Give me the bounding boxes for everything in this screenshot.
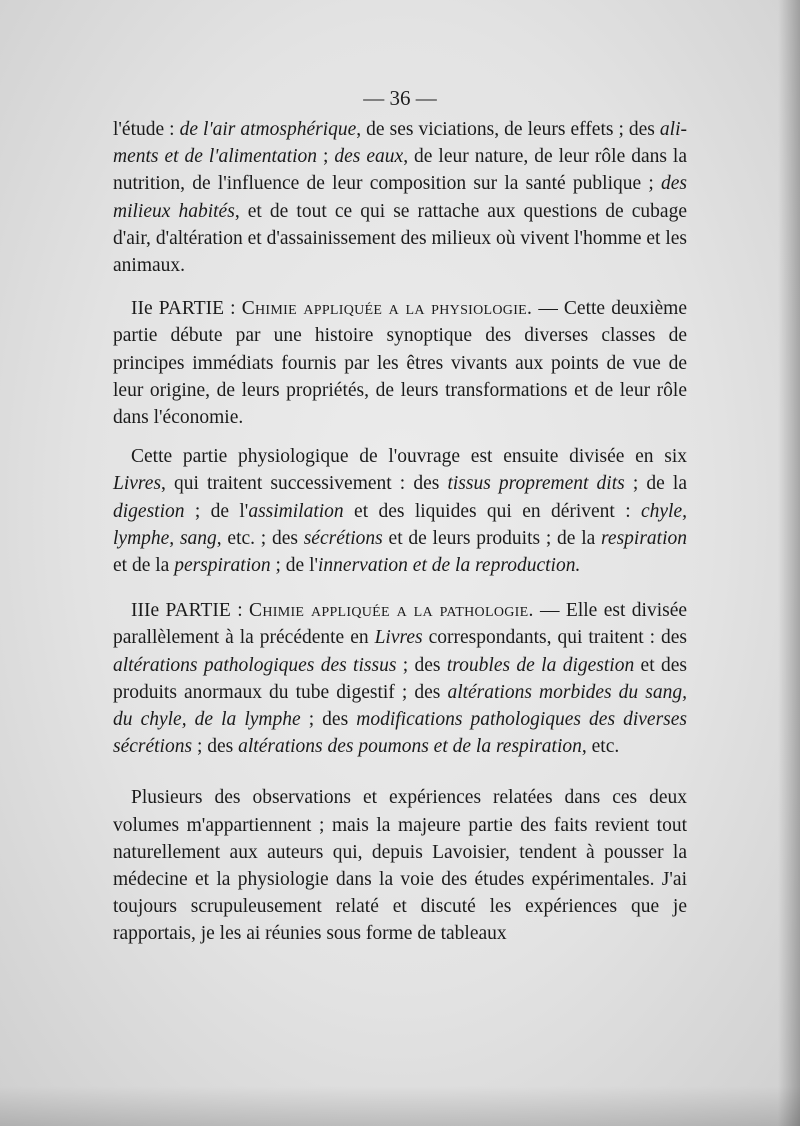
body-text: , etc. ; des — [216, 527, 304, 549]
body-text: ; des — [192, 736, 239, 758]
body-text: , etc. — [581, 736, 620, 758]
page-number: — 36 — — [363, 86, 437, 110]
body-text: et des produits anormaux du tube digestif ; des — [113, 654, 687, 703]
body-text: l'étude : — [113, 119, 180, 140]
body-text: et des liquides qui en dérivent : — [343, 500, 641, 522]
paragraph-observations — [113, 784, 687, 947]
section-heading-text: Chimie appliquée a la physiologie. — [241, 298, 533, 320]
italic-text: sécrétions — [303, 527, 383, 549]
italic-text: assimilation — [248, 500, 344, 522]
italic-text: Livres — [113, 473, 162, 495]
body-text: Plusieurs des observations et expériences relatées dans ces deux volumes m'appartiennent ; mais la majeure partie des faits revient tout naturellement aux auteurs qui, depuis Lavoisier, tendent à pousser la médecine et la physiologie dans la voie des études expérimentales. J'ai toujours scrupuleusement relaté et discuté les expériences que je rapportais, je les ai réunies sous forme de tableaux — [113, 787, 687, 945]
body-text: et de leurs produits ; de la — [382, 527, 602, 549]
body-text: IIe PARTIE : — [131, 298, 242, 320]
italic-text: de l'air atmosphérique — [179, 119, 357, 140]
italic-text: altérations des poumons et de la respiration — [238, 736, 582, 758]
italic-text: perspiration — [174, 555, 271, 577]
italic-text: Livres — [374, 627, 423, 649]
body-text: correspondants, qui traitent : des — [422, 627, 687, 649]
body-text: ; des — [300, 709, 357, 731]
italic-text: des milieux habités — [113, 173, 687, 222]
italic-text: aliments et de l'alimentation — [113, 119, 688, 168]
body-text: , de ses viciations, de leurs effets ; des — [356, 119, 660, 140]
body-text: ; de la — [624, 473, 687, 495]
body-text: — Cette deuxième partie débute par une histoire synoptique des diverses classes de principes immédiats fournis par les êtres vivants aux points de vue de leur origine, de leurs propriétés, de leurs transformations et de leur rôle dans l'économie. — [113, 298, 687, 429]
page-bottom-shadow — [0, 1086, 800, 1126]
body-text: Cette partie physiologique de l'ouvrage est ensuite divisée en six — [131, 446, 687, 468]
italic-text: troubles de la digestion — [446, 654, 635, 676]
italic-text: altérations morbides du sang, du chyle, de la lymphe — [113, 681, 687, 731]
italic-text: tissus proprement dits — [447, 473, 625, 495]
body-text: ; de l' — [270, 555, 319, 577]
italic-text: digestion — [113, 500, 185, 522]
section-heading-text: Chimie appliquée a la pathologie. — [249, 600, 534, 622]
page-body — [113, 116, 687, 948]
paragraph-part-three — [113, 597, 687, 760]
italic-text: respiration — [601, 527, 687, 549]
body-text: , qui traitent successivement : des — [161, 473, 448, 495]
body-text: ; — [317, 146, 335, 168]
body-text: , et de tout ce qui se rattache aux questions de cubage d'air, d'altération et d'assainissement des milieux où vivent l'homme et les animaux. — [113, 200, 687, 277]
body-text: ; des — [396, 654, 447, 676]
body-text: IIIe PARTIE : — [131, 600, 250, 622]
italic-text: des eaux — [334, 146, 404, 168]
body-text: et de la — [113, 555, 175, 577]
paragraph-air-water — [113, 116, 687, 279]
italic-text: innervation et de la reproduction. — [318, 555, 581, 577]
body-text: , de leur nature, de leur rôle dans la nutrition, de l'influence de leur composition sur la santé publique ; — [113, 146, 687, 195]
body-text: — Elle est divisée parallèlement à la précédente en — [113, 600, 688, 649]
body-text: ; de l' — [184, 500, 249, 522]
page-edge-shadow — [778, 0, 800, 1126]
italic-text: altérations pathologiques des tissus — [113, 654, 397, 676]
paragraph-part-two — [113, 295, 687, 431]
italic-text: chyle, lymphe, sang — [113, 500, 687, 549]
paragraph-physiology-books — [113, 443, 687, 579]
italic-text: modifications pathologiques des diverses sécrétions — [113, 709, 687, 758]
